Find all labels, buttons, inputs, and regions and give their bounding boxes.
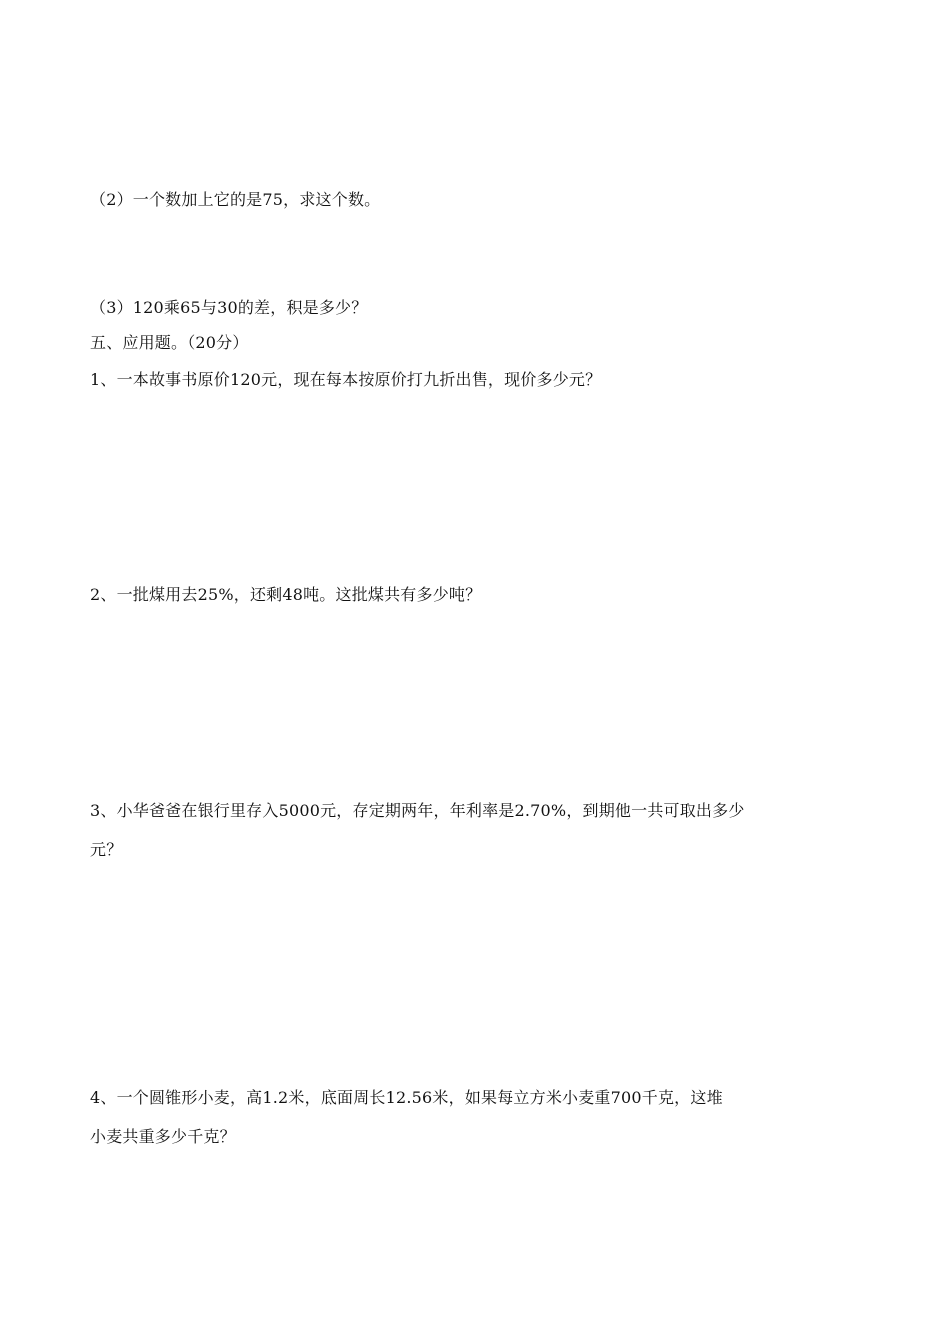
- problem-2-text: 2、一批煤用去25%，还剩48吨。这批煤共有多少吨？: [90, 585, 482, 604]
- question-part4-2: （2）一个数加上它的是75，求这个数。: [90, 190, 381, 209]
- problem-1-text: 1、一本故事书原价120元，现在每本按原价打九折出售，现价多少元？: [90, 370, 602, 389]
- problem-3-text-line1: 3、小华爸爸在银行里存入5000元，存定期两年，年利率是2.70%，到期他一共可取出多少: [90, 801, 745, 820]
- problem-4-text-line2: 小麦共重多少千克？: [90, 1127, 236, 1146]
- section-heading-applications: 五、应用题。（20分）: [90, 333, 249, 352]
- problem-4-text-line1: 4、一个圆锥形小麦，高1.2米，底面周长12.56米，如果每立方米小麦重700千克，这堆: [90, 1088, 723, 1107]
- question-part4-3: （3）120乘65与30的差，积是多少？: [90, 298, 368, 317]
- problem-3-text-line2: 元？: [90, 840, 123, 859]
